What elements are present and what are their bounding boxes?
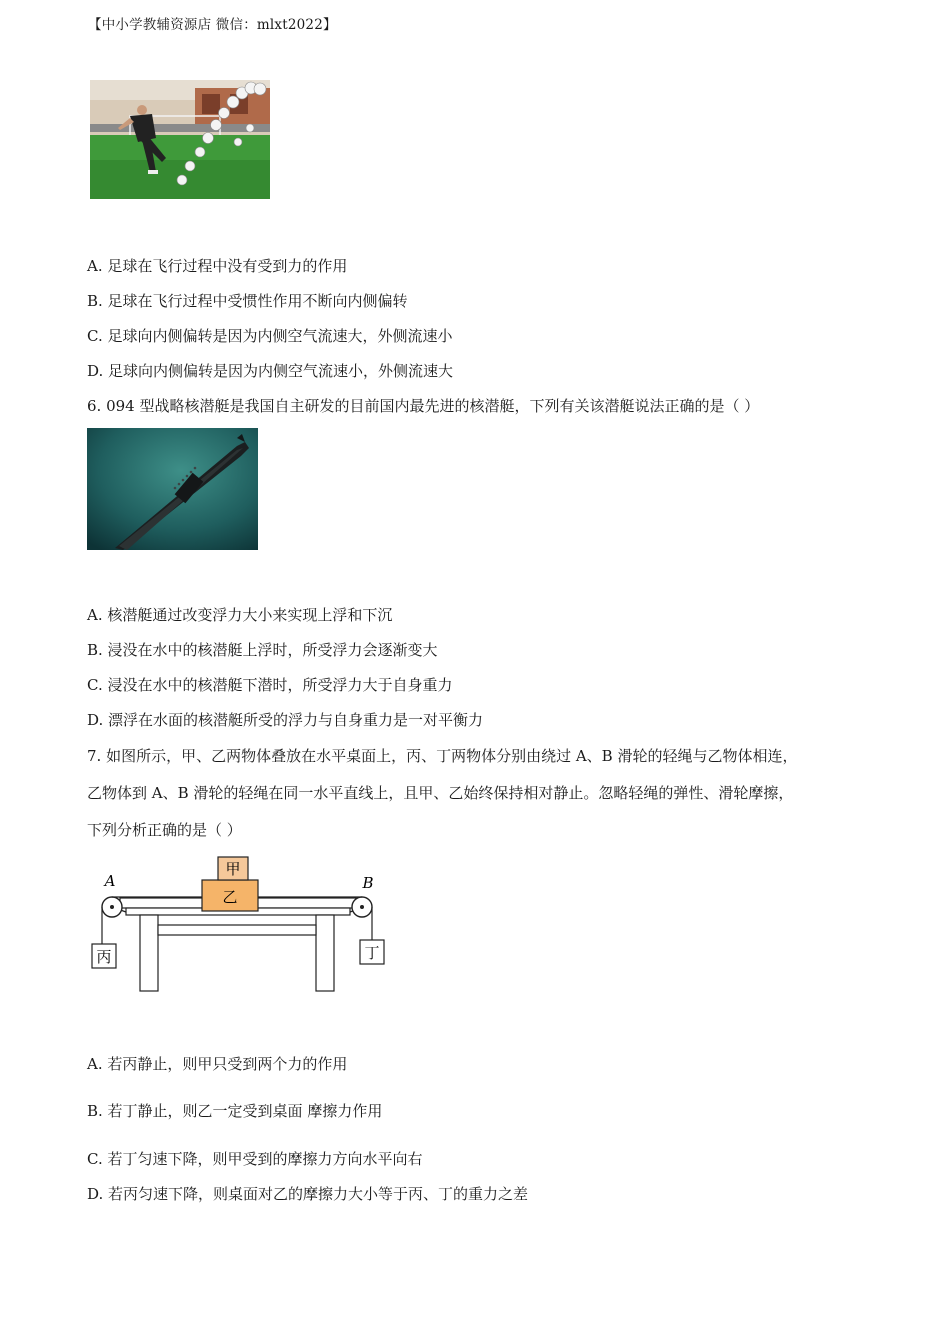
q6-option-b: B. 浸没在水中的核潜艇上浮时，所受浮力会逐渐变大 (87, 641, 438, 659)
q6-option-a: A. 核潜艇通过改变浮力大小来实现上浮和下沉 (87, 606, 393, 624)
label-bing: 丙 (96, 948, 112, 966)
q5-option-a: A. 足球在飞行过程中没有受到力的作用 (87, 257, 348, 275)
label-yi: 乙 (222, 888, 238, 906)
q5-option-b: B. 足球在飞行过程中受惯性作用不断向内侧偏转 (87, 292, 408, 310)
label-ding: 丁 (364, 944, 380, 962)
pulley-table-diagram (90, 852, 390, 997)
q6-option-d: D. 漂浮在水面的核潜艇所受的浮力与自身重力是一对平衡力 (87, 711, 484, 729)
q6-option-c: C. 浸没在水中的核潜艇下潜时，所受浮力大于自身重力 (87, 676, 453, 694)
label-a: A (104, 872, 116, 890)
label-b: B (362, 874, 374, 892)
q7-option-d: D. 若丙匀速下降，则桌面对乙的摩擦力大小等于丙、丁的重力之差 (87, 1185, 529, 1203)
q7-option-a: A. 若丙静止，则甲只受到两个力的作用 (87, 1055, 348, 1073)
q5-option-c: C. 足球向内侧偏转是因为内侧空气流速大，外侧流速小 (87, 327, 453, 345)
page-header: 【中小学教辅资源店 微信：mlxt2022】 (88, 17, 337, 33)
q7-stem-line-3: 下列分析正确的是（ ） (87, 821, 242, 839)
q5-option-d: D. 足球向内侧偏转是因为内侧空气流速小，外侧流速大 (87, 362, 454, 380)
q7-option-c: C. 若丁匀速下降，则甲受到的摩擦力方向水平向右 (87, 1150, 423, 1168)
q7-option-b: B. 若丁静止，则乙一定受到桌面 摩擦力作用 (87, 1102, 383, 1120)
soccer-kick-photo (90, 80, 270, 199)
submarine-photo (87, 428, 258, 550)
label-jia: 甲 (225, 860, 241, 878)
q6-stem: 6. 094 型战略核潜艇是我国自主研发的目前国内最先进的核潜艇，下列有关该潜艇说法正确的是（ ） (87, 397, 760, 415)
q7-stem-line-1: 7. 如图所示，甲、乙两物体叠放在水平桌面上，丙、丁两物体分别由绕过 A、B 滑轮的轻绳与乙物体相连， (87, 747, 798, 765)
q7-stem-line-2: 乙物体到 A、B 滑轮的轻绳在同一水平直线上，且甲、乙始终保持相对静止。忽略轻绳的弹性、滑轮摩擦， (87, 784, 794, 802)
